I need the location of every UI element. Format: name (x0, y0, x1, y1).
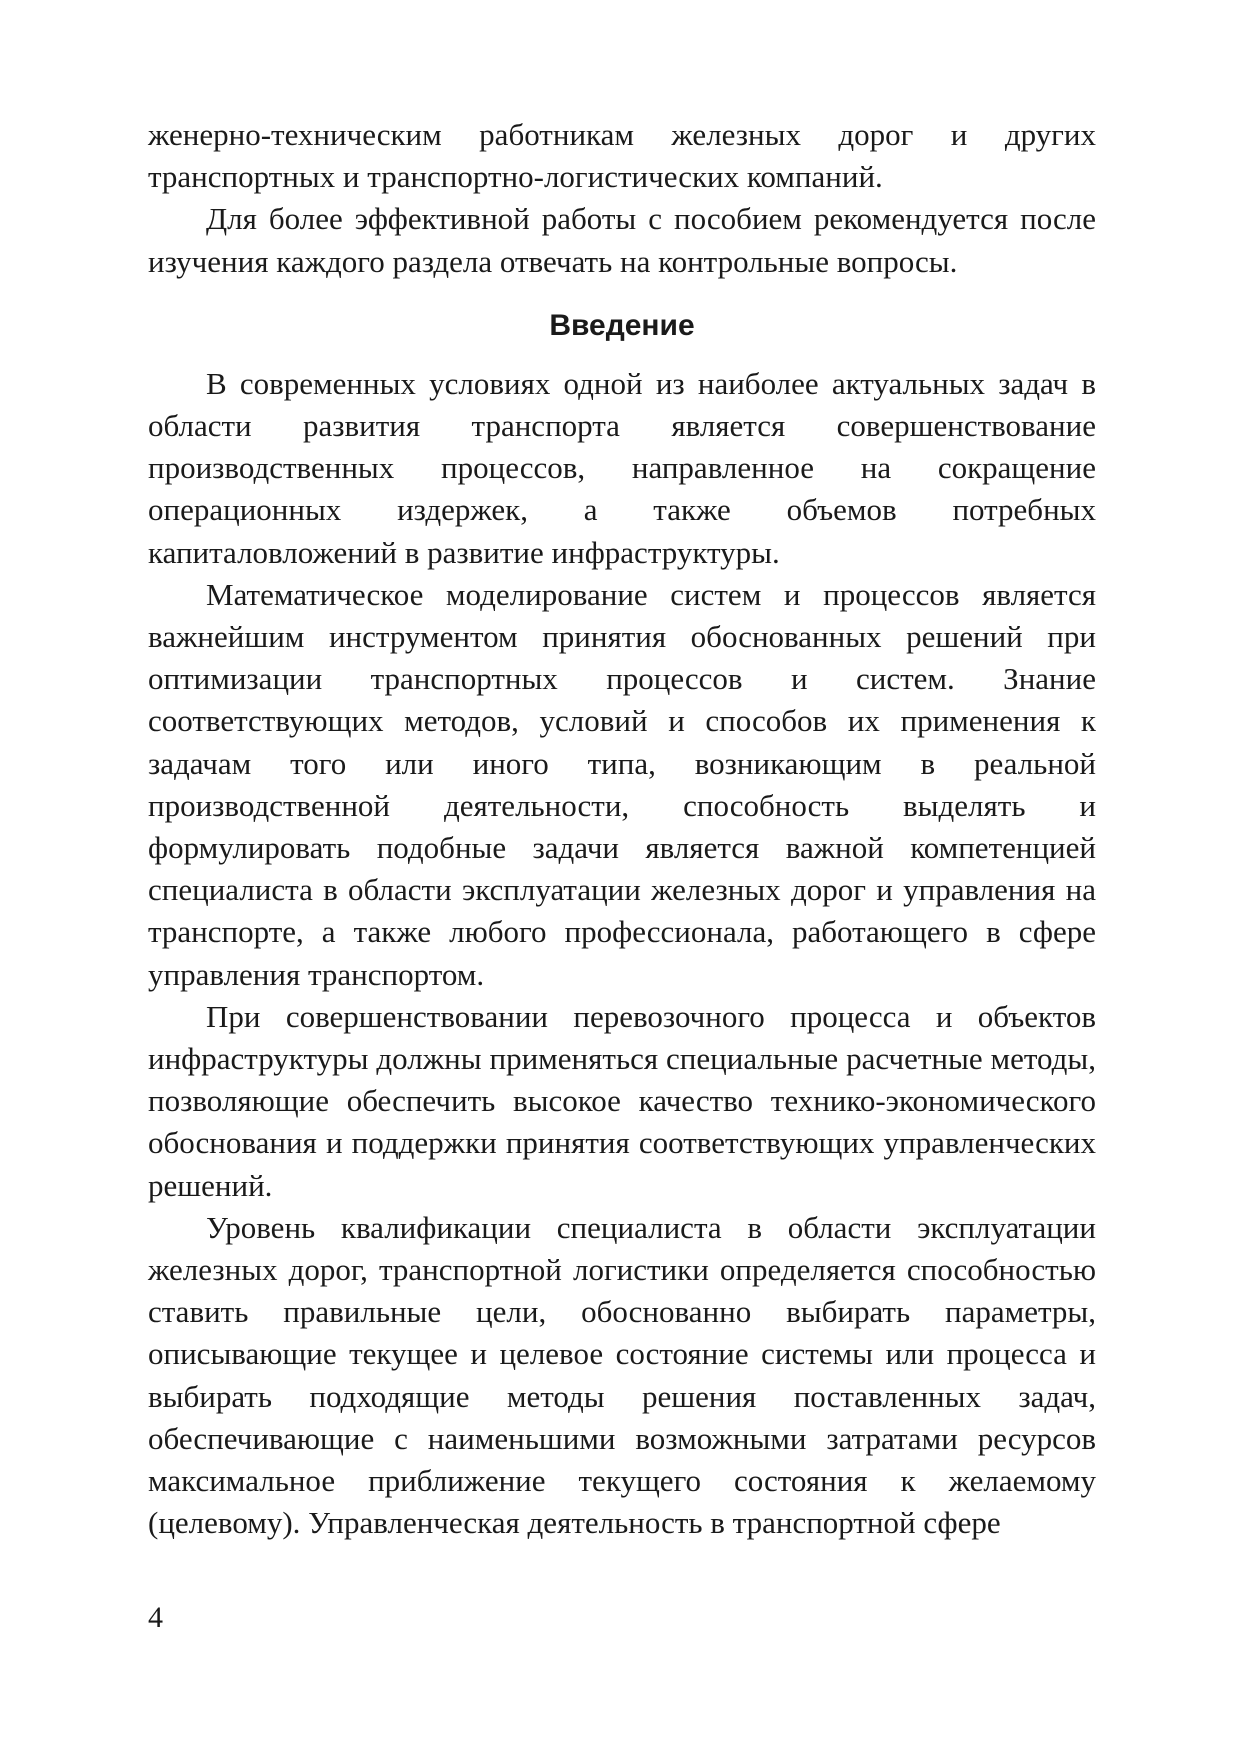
intro-paragraph-4: Уровень квалификации специалиста в области эксплуатации железных дорог, транспортной логистики определяется способностью ставить правильные цели, обоснованно выбирать параметры, описывающие текущее и целевое состояние системы или процесса и выбирать подходящие методы решения поставленных задач, обеспечивающие с наименьшими возможными затратами ресурсов максимальное приближение текущего состояния к желаемому (целевому). Управленческая деятельность в транспортной сфере (148, 1209, 1096, 1541)
intro-paragraph-3: При совершенствовании перевозочного процесса и объектов инфраструктуры должны применяться специальные расчетные методы, позволяющие обеспечить высокое качество технико-экономического обоснования и поддержки принятия соответствующих управленческих решений. (148, 998, 1096, 1203)
section-heading: Введение (549, 308, 695, 342)
intro-paragraph-2: Математическое моделирование систем и процессов является важнейшим инструментом принятия обоснованных решений при оптимизации транспортных процессов и систем. Знание соответствующих методов, условий и способов их применения к задачам того или иного типа, возникающим в реальной производственной деятельности, способность выделять и формулировать подобные задачи является важной компетенцией специалиста в области эксплуатации железных дорог и управления на транспорте, а также любого профессионала, работающего в сфере управления транспортом. (148, 576, 1096, 992)
page-body (148, 114, 1096, 1545)
intro-paragraph-1: В современных условиях одной из наиболее актуальных задач в области развития транспорта является совершенствование производственных процессов, направленное на сокращение операционных издержек, а также объемов потребных капиталовложений в развитие инфраструктуры. (148, 365, 1096, 570)
recommendation-paragraph: Для более эффективной работы с пособием рекомендуется после изучения каждого раздела отвечать на контрольные вопросы. (148, 201, 1096, 279)
page-number: 4 (148, 1601, 163, 1634)
continuation-paragraph: женерно-техническим работникам железных дорог и других транспортных и транспортно-логистических компаний. (148, 117, 1096, 195)
